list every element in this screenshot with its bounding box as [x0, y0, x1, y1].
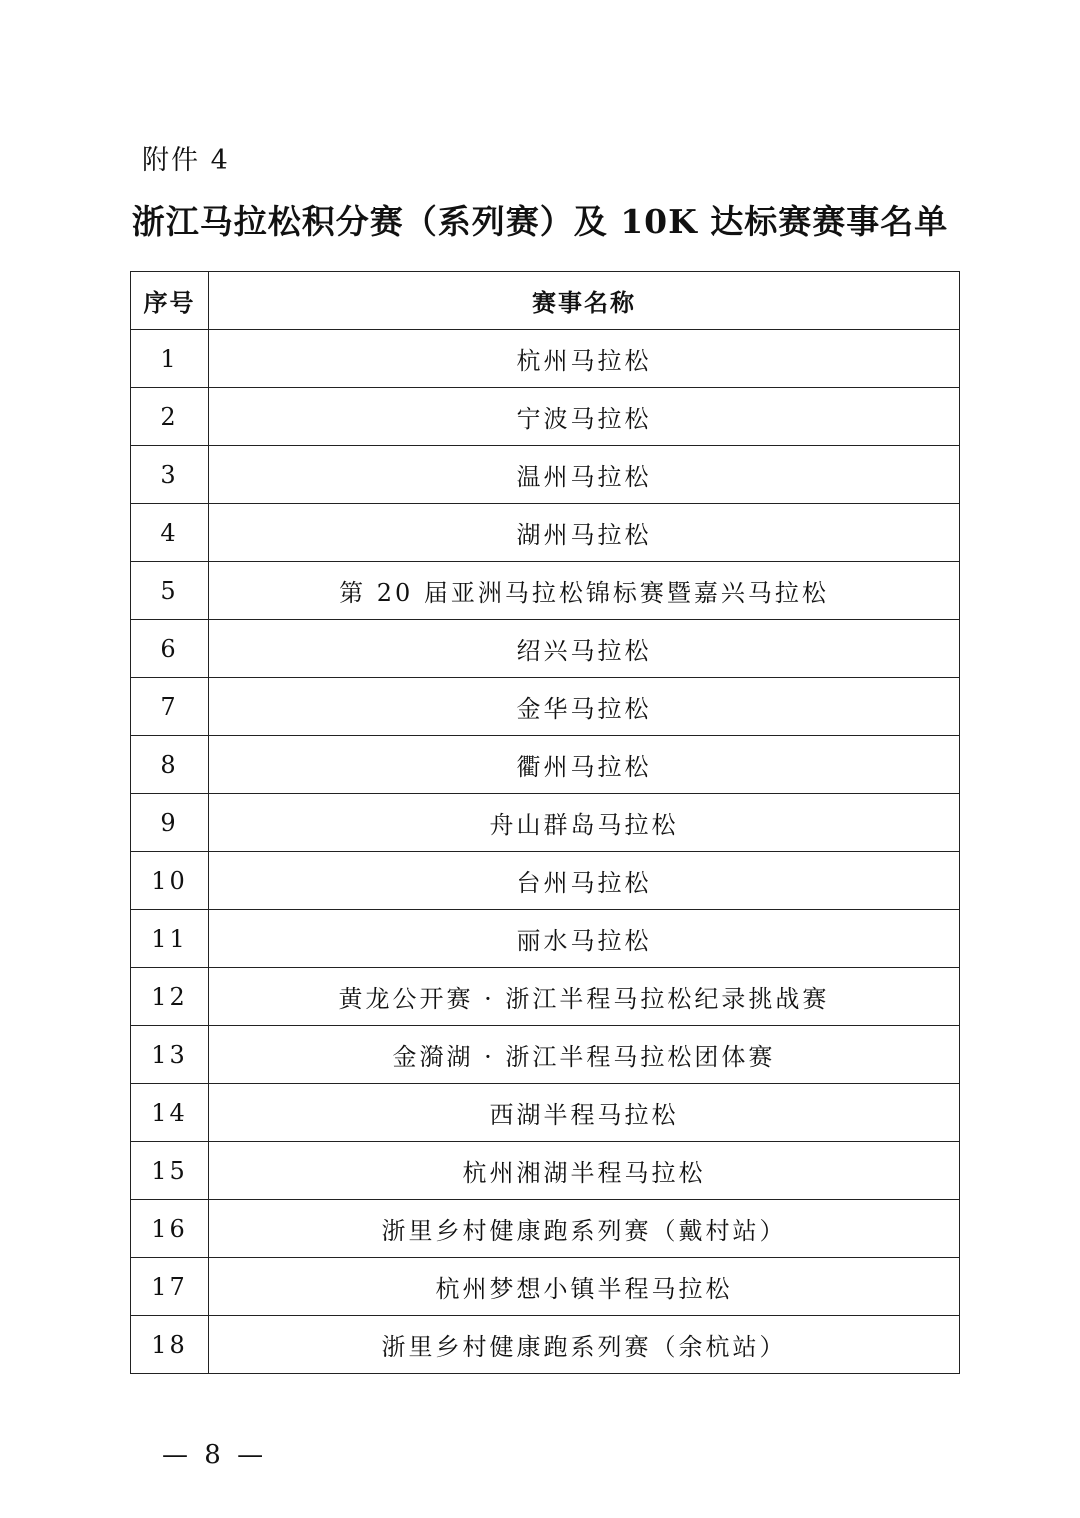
table-row	[131, 852, 960, 910]
table-row	[131, 446, 960, 504]
table-row	[131, 1142, 960, 1200]
row-number: 6	[131, 620, 209, 678]
table-row	[131, 968, 960, 1026]
table-row	[131, 1084, 960, 1142]
header-number: 序号	[131, 272, 209, 330]
table-body	[131, 330, 960, 1374]
row-number: 16	[131, 1200, 209, 1258]
row-event-name: 丽水马拉松	[209, 910, 960, 968]
row-event-name: 舟山群岛马拉松	[209, 794, 960, 852]
row-number: 1	[131, 330, 209, 388]
row-event-name: 浙里乡村健康跑系列赛（余杭站）	[209, 1316, 960, 1374]
row-event-name: 黄龙公开赛 · 浙江半程马拉松纪录挑战赛	[209, 968, 960, 1026]
table-row	[131, 910, 960, 968]
row-event-name: 浙里乡村健康跑系列赛（戴村站）	[209, 1200, 960, 1258]
row-number: 13	[131, 1026, 209, 1084]
row-event-name: 绍兴马拉松	[209, 620, 960, 678]
row-number: 2	[131, 388, 209, 446]
row-event-name: 湖州马拉松	[209, 504, 960, 562]
row-event-name: 西湖半程马拉松	[209, 1084, 960, 1142]
row-event-name: 衢州马拉松	[209, 736, 960, 794]
row-number: 9	[131, 794, 209, 852]
table-row	[131, 736, 960, 794]
row-number: 5	[131, 562, 209, 620]
row-event-name: 金华马拉松	[209, 678, 960, 736]
row-event-name: 温州马拉松	[209, 446, 960, 504]
table-row	[131, 1200, 960, 1258]
document-title: 浙江马拉松积分赛（系列赛）及 10K 达标赛赛事名单	[131, 202, 949, 241]
row-event-name: 宁波马拉松	[209, 388, 960, 446]
table-row	[131, 504, 960, 562]
row-event-name: 金漪湖 · 浙江半程马拉松团体赛	[209, 1026, 960, 1084]
row-event-name: 杭州梦想小镇半程马拉松	[209, 1258, 960, 1316]
row-event-name: 台州马拉松	[209, 852, 960, 910]
row-number: 15	[131, 1142, 209, 1200]
table-row	[131, 562, 960, 620]
row-event-name: 杭州马拉松	[209, 330, 960, 388]
row-number: 11	[131, 910, 209, 968]
table-row	[131, 678, 960, 736]
row-number: 4	[131, 504, 209, 562]
row-event-name: 杭州湘湖半程马拉松	[209, 1142, 960, 1200]
table-row	[131, 794, 960, 852]
attachment-label: 附件 4	[142, 145, 230, 176]
table-row	[131, 620, 960, 678]
row-number: 7	[131, 678, 209, 736]
table-row	[131, 1258, 960, 1316]
row-number: 8	[131, 736, 209, 794]
row-number: 18	[131, 1316, 209, 1374]
row-number: 17	[131, 1258, 209, 1316]
header-event-name: 赛事名称	[209, 272, 960, 330]
page-number: — 8 —	[162, 1440, 268, 1470]
row-event-name: 第 20 届亚洲马拉松锦标赛暨嘉兴马拉松	[209, 562, 960, 620]
table-row	[131, 330, 960, 388]
row-number: 14	[131, 1084, 209, 1142]
row-number: 3	[131, 446, 209, 504]
table-header-row	[131, 272, 960, 330]
row-number: 10	[131, 852, 209, 910]
table-row	[131, 388, 960, 446]
row-number: 12	[131, 968, 209, 1026]
table-row	[131, 1026, 960, 1084]
event-table	[130, 271, 960, 1374]
table-row	[131, 1316, 960, 1374]
